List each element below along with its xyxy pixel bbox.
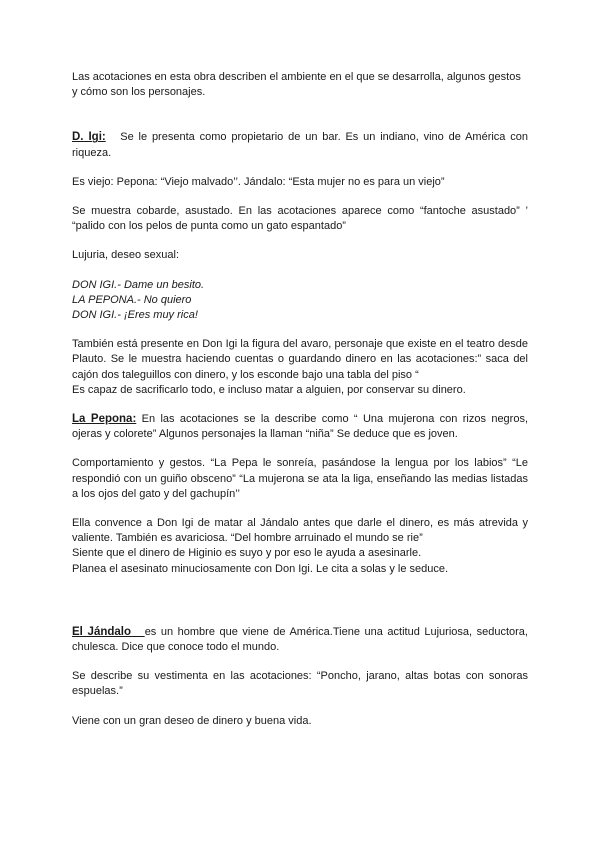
jandalo-intro	[72, 625, 528, 655]
jandalo-description: es un hombre que viene de América.Tiene una actitud Lujuriosa, seductora, chulesca. Dice que conoce todo el mundo.	[72, 625, 528, 654]
pepona-persuasion: Ella convence a Don Igi de matar al Jándalo antes que darle el dinero, es más atrevida y valiente. También es avariciosa. “Del hombre arruinado el mundo se rie”	[72, 517, 528, 545]
pepona-heading: La Pepona:	[72, 413, 137, 426]
pepona-plan: Planea el asesinato minuciosamente con Don Igi. Le cita a solas y le seduce.	[72, 562, 449, 575]
don-igi-intro	[72, 130, 528, 160]
don-igi-cowardice: Se muestra cobarde, asustado. En las acotaciones aparece como “fantoche asustado” ’ “palido con los pelos de punta como un gato espantado”	[72, 205, 528, 233]
don-igi-age: Es viejo: Pepona: “Viejo malvado’’. Jándalo: “Esta mujer no es para un viejo”	[72, 175, 445, 188]
document-page	[72, 70, 528, 729]
dialogue-line: LA PEPONA.- No quiero	[72, 293, 192, 306]
don-igi-description: Se le presenta como propietario de un bar. Es un indiano, vino de América con riqueza.	[72, 131, 528, 159]
don-igi-heading: D. Igi:	[72, 131, 106, 144]
jandalo-clothing: Se describe su vestimenta en las acotaciones: “Poncho, jarano, altas botas con sonoras espuelas.”	[72, 670, 528, 698]
pepona-money: Siente que el dinero de Higinio es suyo y por eso le ayuda a asesinarle.	[72, 547, 422, 560]
jandalo-heading: El Jándalo	[72, 625, 132, 638]
don-igi-avarice: También está presente en Don Igi la figura del avaro, personaje que existe en el teatro desde Plauto. Se le muestra haciendo cuentas o guardando dinero en las acotaciones:” saca del cajón dos taleguillos con dinero, y los esconde bajo una tabla del piso “	[72, 338, 528, 381]
pepona-behaviour: Comportamiento y gestos. “La Pepa le sonreía, pasándose la lengua por los labios” “Le respondió con un guiño obsceno” “La mujerona se ata la liga, enseñando las medias listadas a los ojos del gato y del gachupín’’	[72, 457, 528, 500]
dialogue-line: DON IGI.- ¡Eres muy rica!	[72, 309, 198, 322]
jandalo-desire: Viene con un gran deseo de dinero y buena vida.	[72, 714, 312, 727]
dialogue-line: DON IGI.- Dame un besito.	[72, 278, 205, 291]
pepona-intro	[72, 412, 528, 442]
pepona-description: En las acotaciones se la describe como “ Una mujerona con rizos negros, ojeras y colorete” Algunos personajes la llaman “niña” Se deduce que es joven.	[72, 413, 529, 441]
don-igi-lust: Lujuria, deseo sexual:	[72, 249, 180, 262]
don-igi-sacrifice: Es capaz de sacrificarlo todo, e incluso matar a alguien, por conservar su dinero.	[72, 383, 466, 396]
intro-paragraph: Las acotaciones en esta obra describen el ambiente en el que se desarrolla, algunos gestos y cómo son los personajes.	[72, 71, 521, 99]
